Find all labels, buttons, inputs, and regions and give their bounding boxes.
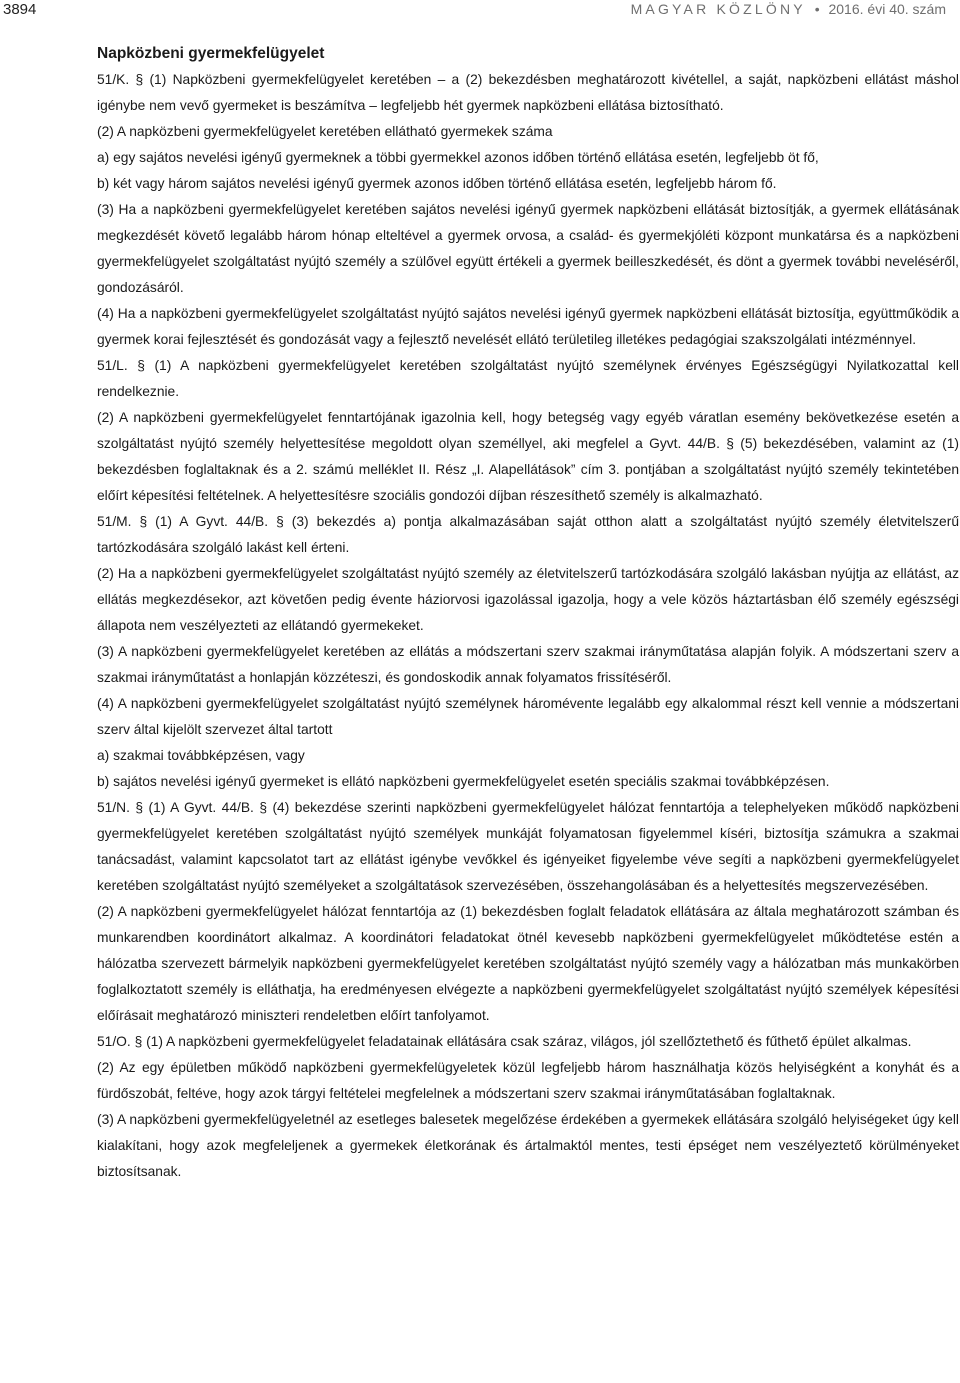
paragraph: (2) Ha a napközbeni gyermekfelügyelet szolgáltatást nyújtó személy az életvitelszerű tartózkodására szolgáló lakásban nyújtja az ellátást, az ellátás megkezdésekor, azt követően pedig évente háziorvosi igazolással igazolja, hogy a vele közös háztartásban élő személy egészségi állapota nem veszélyezteti az ellátandó gyermekeket. [97, 566, 959, 633]
issue-number: 2016. évi 40. szám [828, 1, 946, 17]
document-body [97, 41, 959, 1185]
section-title: Napközbeni gyermekfelügyelet [97, 45, 325, 62]
paragraph: b) két vagy három sajátos nevelési igényű gyermek azonos időben történő ellátása esetén, legfeljebb három fő. [97, 176, 777, 191]
paragraph: a) szakmai továbbképzésen, vagy [97, 748, 305, 763]
paragraph: 51/L. § (1) A napközbeni gyermekfelügyelet keretében szolgáltatást nyújtó személynek érvényes Egészségügyi Nyilatkozattal kell rendelkeznie. [97, 358, 959, 399]
paragraph: 51/N. § (1) A Gyvt. 44/B. § (4) bekezdése szerinti napközbeni gyermekfelügyelet hálózat fenntartója a telephelyeken működő napközbeni gyermekfelügyelet keretében szolgáltatást nyújtó személyek munkáját folyamatosan figyelemmel kíséri, biztosítja számukra a szakmai tanácsadást, valamint kapcsolatot tart az ellátást igénybe vevőkkel és igényeiket figyelembe véve segíti a napközbeni gyermekfelügyelet keretében szolgáltatást nyújtó személyeket a szolgáltatások szervezésében, összehangolásában és a helyettesítés megszervezésében. [97, 800, 959, 893]
paragraph: (2) A napközbeni gyermekfelügyelet fenntartójának igazolnia kell, hogy betegség vagy egyéb váratlan esemény bekövetkezése esetén a szolgáltatást nyújtó személy helyettesítése megoldott olyan személlyel, aki megfelel a Gyvt. 44/B. § (5) bekezdésében, valamint az (1) bekezdésben foglaltaknak és a 2. számú melléklet II. Rész „I. Alapellátások” cím 3. pontjában a szolgáltatást nyújtó személy tekintetében előírt képesítési feltételnek. A helyettesítésre szociális gondozói díjban részesíthető személy is alkalmazható. [97, 410, 959, 503]
paragraph: 51/O. § (1) A napközbeni gyermekfelügyelet feladatainak ellátására csak száraz, világos, jól szellőztethető és fűthető épület alkalmas. [97, 1034, 912, 1049]
paragraph: (3) A napközbeni gyermekfelügyeletnél az esetleges balesetek megelőzése érdekében a gyermekek ellátására szolgáló helyiségeket úgy kell kialakítani, hogy azok megfeleljenek a gyermekek életkorának és ártalmaktól mentes, testi épséget nem veszélyeztető körülményeket biztosítsanak. [97, 1112, 959, 1179]
paragraph: (4) A napközbeni gyermekfelügyelet szolgáltatást nyújtó személynek háromévente legalább egy alkalommal részt kell vennie a módszertani szerv által kijelölt szervezet által tartott [97, 696, 959, 737]
paragraph: 51/K. § (1) Napközbeni gyermekfelügyelet keretében – a (2) bekezdésben meghatározott kivétellel, a saját, napközbeni ellátást máshol igénybe nem vevő gyermeket is beszámítva – legfeljebb hét gyermek napközbeni ellátása biztosítható. [97, 72, 959, 113]
paragraph: (4) Ha a napközbeni gyermekfelügyelet szolgáltatást nyújtó sajátos nevelési igényű gyermek napközbeni ellátását biztosítja, együttműködik a gyermek korai fejlesztését és gondozását vagy a fejlesztő nevelését ellátó területileg illetékes pedagógiai szakszolgálati intézménnyel. [97, 306, 959, 347]
paragraph: (2) A napközbeni gyermekfelügyelet keretében ellátható gyermekek száma [97, 124, 553, 139]
header-separator: • [814, 1, 820, 17]
paragraph: a) egy sajátos nevelési igényű gyermeknek a többi gyermekkel azonos időben történő ellátása esetén, legfeljebb öt fő, [97, 150, 819, 165]
paragraph: (3) A napközbeni gyermekfelügyelet keretében az ellátás a módszertani szerv szakmai irányműtatása alapján folyik. A módszertani szerv a szakmai irányműtatást a honlapján közzéteszi, és gondoskodik annak folyamatos frissítéséről. [97, 644, 959, 685]
paragraph: b) sajátos nevelési igényű gyermeket is ellátó napközbeni gyermekfelügyelet esetén speciális szakmai továbbképzésen. [97, 774, 830, 789]
paragraph: (2) Az egy épületben működő napközbeni gyermekfelügyeletek közül legfeljebb három használhatja közös helyiségként a konyhát és a fürdőszobát, feltéve, hogy azok tárgyi feltételei megfelelnek a módszertani szerv szakmai irányműtatásában foglaltaknak. [97, 1060, 959, 1101]
journal-title [631, 1, 946, 17]
paragraph: 51/M. § (1) A Gyvt. 44/B. § (3) bekezdés a) pontja alkalmazásában saját otthon alatt a szolgáltatást nyújtó személy életvitelszerű tartózkodására szolgáló lakást kell érteni. [97, 514, 959, 555]
paragraph: (2) A napközbeni gyermekfelügyelet hálózat fenntartója az (1) bekezdésben foglalt feladatok ellátására az általa meghatározott számban és munkarendben koordinátort alkalmaz. A koordinátori feladatokat ötnél kevesebb napközbeni gyermekfelügyelet működtetése estén a hálózatba szervezett bármelyik napközbeni gyermekfelügyelet keretében szolgáltatást nyújtó személy vagy a hálózatban más munkakörben foglalkoztatott személy is elláthatja, ha eredményesen elvégezte a napközbeni gyermekfelügyelet szolgáltatást nyújtó személyek képesítési előírásait meghatározó miniszteri rendeletben előírt tanfolyamot. [97, 904, 959, 1023]
page-header [0, 0, 960, 22]
journal-name: MAGYAR KÖZLÖNY [630, 1, 806, 17]
page-number: 3894 [3, 1, 37, 18]
paragraph: (3) Ha a napközbeni gyermekfelügyelet keretében sajátos nevelési igényű gyermek napközbeni ellátását biztosítják, a gyermek ellátásának megkezdését követő legalább három hónap elteltével a gyermek orvosa, a család- és gyermekjóléti központ munkatársa és a napközbeni gyermekfelügyelet szolgáltatást nyújtó személy a szülővel együtt értékeli a gyermek beilleszkedését, és dönt a gyermek további neveléséről, gondozásáról. [97, 202, 959, 295]
